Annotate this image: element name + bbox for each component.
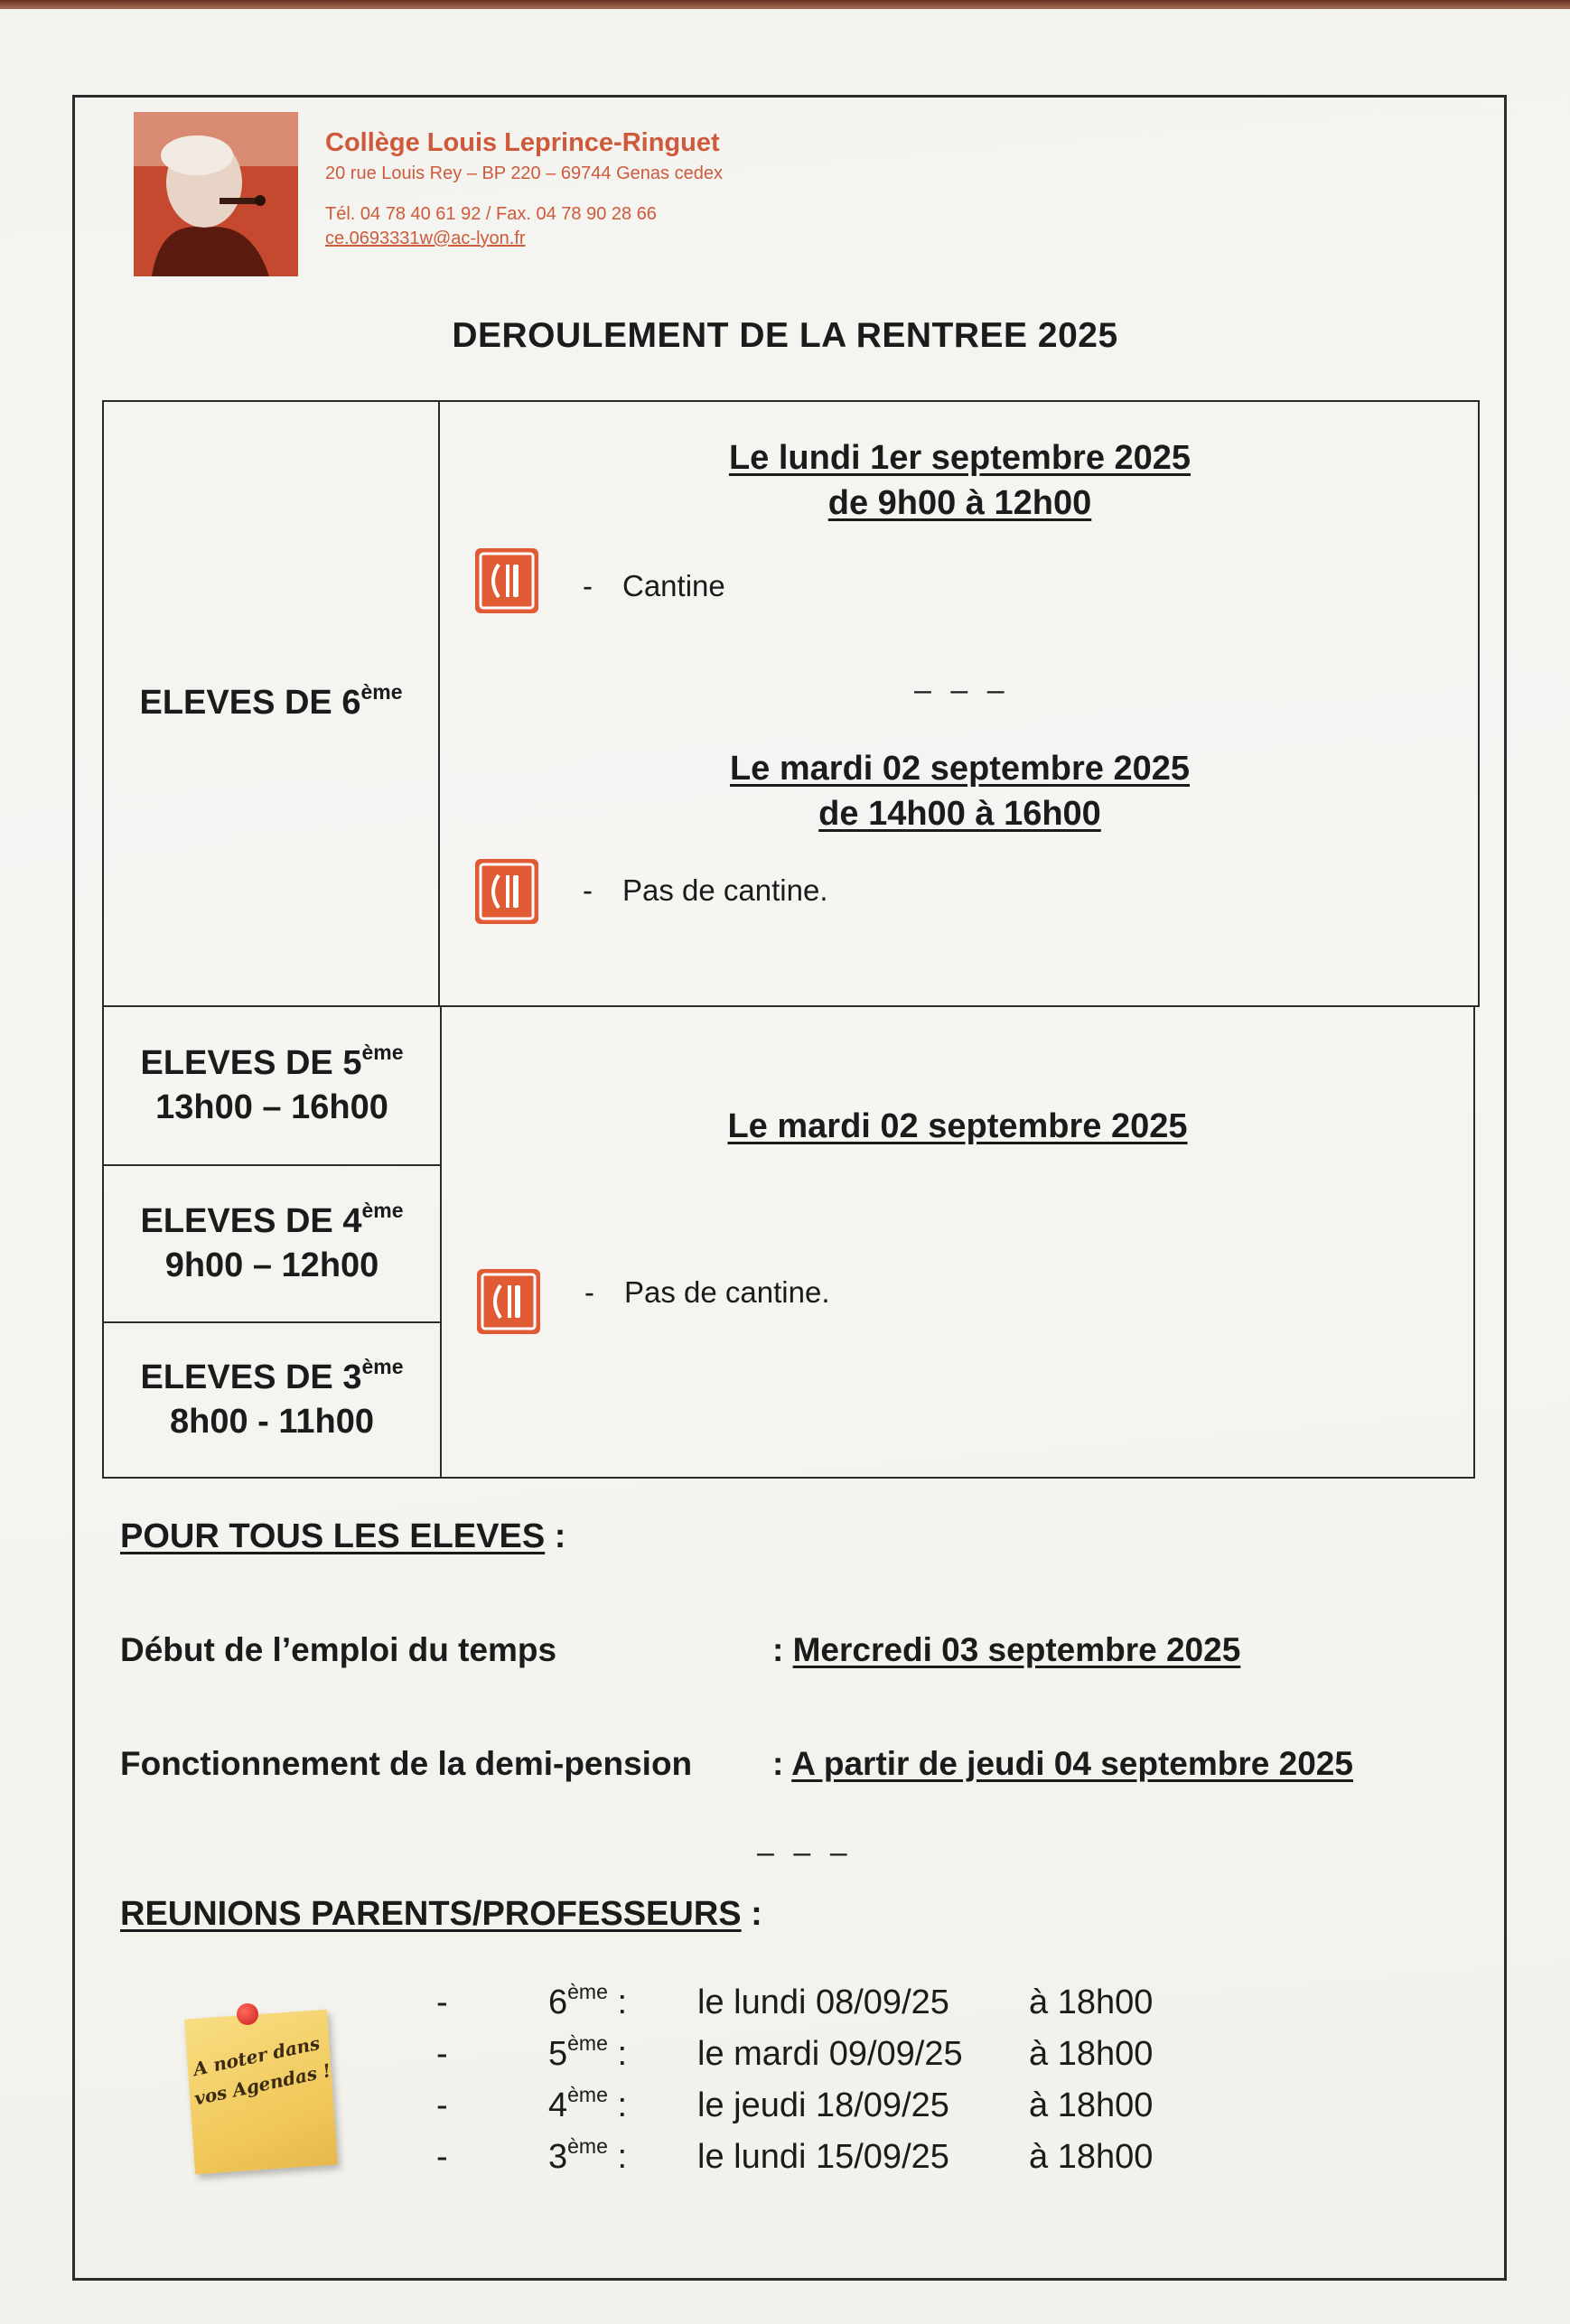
meeting-row-dash: - xyxy=(436,2035,448,2073)
heading-text: REUNIONS PARENTS/PROFESSEURS xyxy=(120,1895,742,1933)
meeting-row-level xyxy=(548,2134,628,2177)
postit-text: A noter dans vos Agendas ! xyxy=(191,2031,333,2110)
meeting-row-level xyxy=(548,2083,628,2125)
meeting-row-day: le jeudi 18/09/25 xyxy=(697,2086,949,2124)
level-sup: ème xyxy=(567,2083,608,2106)
colon: : xyxy=(607,2138,628,2176)
meeting-row-dash: - xyxy=(436,2086,448,2124)
level-label: ELEVES DE 6 xyxy=(139,684,361,723)
school-phone-fax: Tél. 04 78 40 61 92 / Fax. 04 78 90 28 66 xyxy=(325,204,657,224)
timetable-value xyxy=(772,1631,1240,1669)
date-line: Le mardi 02 septembre 2025 xyxy=(729,750,1191,788)
note-pas-de-cantine-others xyxy=(584,1275,830,1310)
separator: – – – xyxy=(757,1835,853,1870)
school-address: 20 rue Louis Rey – BP 220 – 69744 Genas cedex xyxy=(325,163,723,183)
level-sup: ème xyxy=(361,1198,404,1222)
school-email-link[interactable]: ce.0693331w@ac-lyon.fr xyxy=(325,229,526,248)
note-text: Pas de cantine. xyxy=(624,1275,830,1309)
meeting-row-time: à 18h00 xyxy=(1029,1983,1154,2021)
level-label: ELEVES DE 3 xyxy=(140,1358,362,1396)
heading-colon: : xyxy=(545,1517,566,1555)
fork-knife-icon xyxy=(477,1269,540,1334)
pushpin-icon xyxy=(237,2003,258,2025)
page-title: DEROULEMENT DE LA RENTREE 2025 xyxy=(452,316,1118,355)
level-cell-5eme xyxy=(104,1007,442,1164)
level-sup: ème xyxy=(361,1040,404,1064)
meeting-row-time: à 18h00 xyxy=(1029,2035,1154,2073)
level-sup: ème xyxy=(567,2134,608,2158)
date-heading-others: Le mardi 02 septembre 2025 xyxy=(727,1107,1188,1145)
meeting-row-dash: - xyxy=(436,1983,448,2021)
meeting-row-time: à 18h00 xyxy=(1029,2086,1154,2124)
note-text: Pas de cantine. xyxy=(622,873,828,907)
level-sup: ème xyxy=(360,680,403,705)
date-heading-6eme-day2 xyxy=(440,746,1480,836)
fork-knife-icon xyxy=(475,859,538,924)
separator: – – – xyxy=(914,673,1010,707)
colon: : xyxy=(607,2035,628,2073)
meeting-row-day: le lundi 15/09/25 xyxy=(697,2138,949,2176)
heading-colon: : xyxy=(741,1895,762,1933)
meeting-row-level xyxy=(548,2031,628,2074)
level: 4 xyxy=(548,2086,568,2124)
meeting-row-time: à 18h00 xyxy=(1029,2138,1154,2176)
fork-knife-icon xyxy=(475,548,538,613)
bullet-dash: - xyxy=(584,1275,594,1309)
time-line: de 9h00 à 12h00 xyxy=(827,484,1092,523)
postit-note xyxy=(184,2010,338,2175)
time-line: de 14h00 à 16h00 xyxy=(818,795,1101,834)
note-cantine xyxy=(583,569,725,603)
canteen-label: Fonctionnement de la demi-pension xyxy=(120,1745,693,1782)
portrait-photo xyxy=(134,112,298,276)
level: 6 xyxy=(548,1983,568,2021)
level-sup: ème xyxy=(567,2031,608,2055)
bullet-dash: - xyxy=(583,569,593,602)
level: 3 xyxy=(548,2138,568,2176)
portrait-logo xyxy=(134,112,298,276)
level-hours: 8h00 - 11h00 xyxy=(169,1403,375,1441)
date-line: Le lundi 1er septembre 2025 xyxy=(728,439,1192,477)
canteen-value xyxy=(772,1745,1353,1783)
timetable-label: Début de l’emploi du temps xyxy=(120,1631,557,1668)
level-cell-4eme xyxy=(104,1166,442,1321)
heading-text: POUR TOUS LES ELEVES xyxy=(120,1517,546,1555)
school-info xyxy=(325,128,723,249)
note-text: Cantine xyxy=(622,569,725,602)
meeting-row-day: le mardi 09/09/25 xyxy=(697,2035,963,2073)
value-text: A partir de jeudi 04 septembre 2025 xyxy=(791,1745,1353,1782)
level: 5 xyxy=(548,2035,568,2073)
level-label: ELEVES DE 4 xyxy=(140,1201,362,1240)
value-text: Mercredi 03 septembre 2025 xyxy=(792,1631,1241,1668)
value-prefix: : xyxy=(772,1631,793,1668)
level-cell-6eme xyxy=(104,402,440,1005)
level-label: ELEVES DE 5 xyxy=(140,1043,362,1082)
colon: : xyxy=(607,2086,628,2124)
meetings-heading xyxy=(120,1895,762,1934)
level-sup: ème xyxy=(361,1354,404,1378)
level-cell-3eme xyxy=(104,1323,442,1477)
meeting-row-day: le lundi 08/09/25 xyxy=(697,1983,949,2021)
bullet-dash: - xyxy=(583,873,593,907)
colon: : xyxy=(607,1983,628,2021)
note-pas-de-cantine xyxy=(583,873,828,908)
level-hours: 13h00 – 16h00 xyxy=(155,1088,388,1126)
school-name: Collège Louis Leprince-Ringuet xyxy=(325,128,720,157)
level-sup: ème xyxy=(567,1980,608,2003)
value-prefix: : xyxy=(772,1745,792,1782)
schedule-table-others xyxy=(102,1005,1475,1479)
all-students-heading xyxy=(120,1517,565,1556)
level-hours: 9h00 – 12h00 xyxy=(164,1246,379,1284)
meeting-row-level xyxy=(548,1980,628,2022)
date-heading-6eme-day1 xyxy=(440,435,1480,526)
meeting-row-dash: - xyxy=(436,2138,448,2176)
